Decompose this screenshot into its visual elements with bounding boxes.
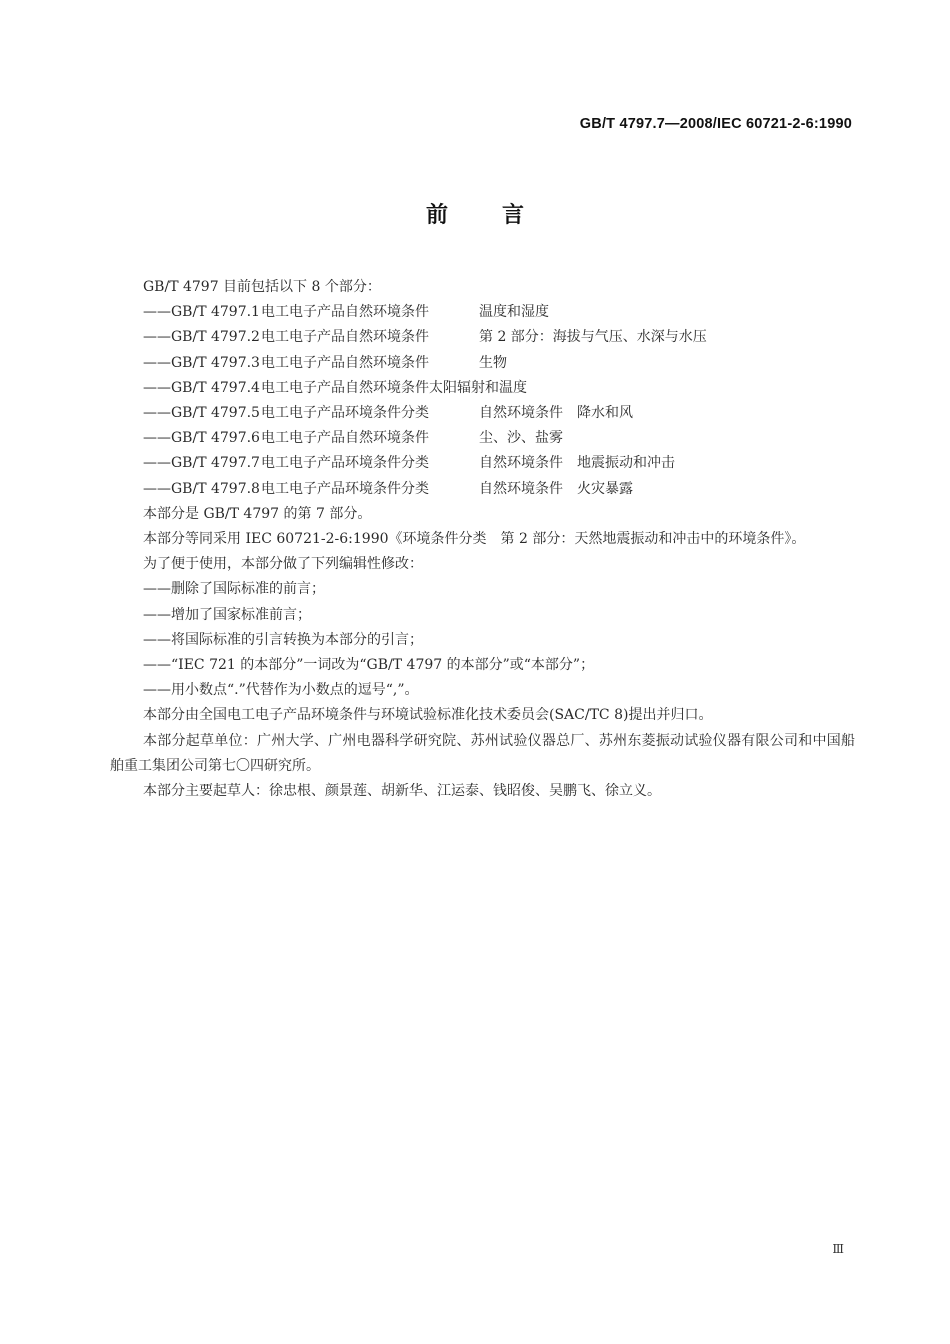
part-list-item-7 (110, 451, 855, 476)
part-list-item-5 (110, 401, 855, 426)
part-list-item-2 (110, 325, 855, 350)
edit-item-3: ——将国际标准的引言转换为本部分的引言； (143, 631, 423, 648)
part-topic: 尘、沙、盐雾 (479, 430, 563, 447)
standard-number-header: GB/T 4797.7—2008/IEC 60721-2-6:1990 (579, 116, 852, 132)
part-number: ——GB/T 4797.7 (143, 455, 260, 472)
part-number: ——GB/T 4797.3 (143, 354, 260, 371)
intro-paragraph: GB/T 4797 目前包括以下 8 个部分： (143, 279, 381, 295)
part-name: 电工电子产品自然环境条件 (261, 430, 429, 447)
part-number: ——GB/T 4797.1 (143, 304, 260, 321)
edit-item-2: ——增加了国家标准前言； (143, 606, 311, 623)
part-list-item-3 (110, 351, 855, 376)
part-name: 电工电子产品自然环境条件 (261, 304, 429, 321)
part-topic: 第 2 部分：海拔与气压、水深与水压 (479, 329, 707, 346)
part-name: 电工电子产品环境条件分类 (261, 455, 429, 472)
part-list-item-4 (110, 376, 855, 401)
proposer-paragraph: 本部分由全国电工电子产品环境条件与环境试验标准化技术委员会(SAC/TC 8)提出并归口。 (143, 707, 713, 724)
edit-item-1: ——删除了国际标准的前言； (143, 581, 325, 598)
adoption-paragraph: 本部分等同采用 IEC 60721-2-6:1990《环境条件分类 第 2 部分：天然地震振动和冲击中的环境条件》。 (143, 531, 806, 548)
part-topic: 自然环境条件 降水和风 (479, 405, 633, 422)
drafters-paragraph: 本部分主要起草人：徐忠根、颜景莲、胡新华、江运泰、钱昭俊、吴鹏飞、徐立义。 (143, 783, 661, 800)
edits-intro-paragraph: 为了便于使用，本部分做了下列编辑性修改： (143, 556, 423, 573)
part-list-item-6 (110, 426, 855, 451)
drafting-units-paragraph: 本部分起草单位：广州大学、广州电器科学研究院、苏州试验仪器总厂、苏州东菱振动试验仪器有限公司和中国船舶重工集团公司第七〇四研究所。 (110, 732, 855, 774)
part-list-item-8 (110, 477, 855, 502)
part-name: 电工电子产品环境条件分类 (261, 405, 429, 422)
part-number: ——GB/T 4797.5 (143, 405, 260, 422)
part-topic: 太阳辐射和温度 (429, 379, 527, 396)
part-topic: 自然环境条件 火灾暴露 (479, 480, 633, 497)
part-topic: 自然环境条件 地震振动和冲击 (479, 455, 675, 472)
part-name: 电工电子产品自然环境条件 (261, 329, 429, 346)
this-part-paragraph: 本部分是 GB/T 4797 的第 7 部分。 (143, 505, 372, 522)
part-name: 电工电子产品环境条件分类 (261, 480, 429, 497)
part-topic: 温度和湿度 (479, 304, 549, 321)
part-number: ——GB/T 4797.8 (143, 480, 260, 497)
part-number: ——GB/T 4797.6 (143, 430, 260, 447)
part-number: ——GB/T 4797.4 (143, 379, 260, 396)
part-name: 电工电子产品自然环境条件 (261, 379, 429, 396)
edit-item-5: ——用小数点“.”代替作为小数点的逗号“,”。 (143, 682, 419, 699)
part-name: 电工电子产品自然环境条件 (261, 354, 429, 371)
part-number: ——GB/T 4797.2 (143, 329, 260, 346)
part-topic: 生物 (479, 354, 507, 371)
part-list-item-1 (110, 300, 855, 325)
page-title: 前言 (425, 203, 578, 228)
foreword-body (110, 275, 855, 804)
edit-item-4: ——“IEC 721 的本部分”一词改为“GB/T 4797 的本部分”或“本部分”； (143, 657, 595, 674)
page-number: Ⅲ (832, 1242, 844, 1256)
